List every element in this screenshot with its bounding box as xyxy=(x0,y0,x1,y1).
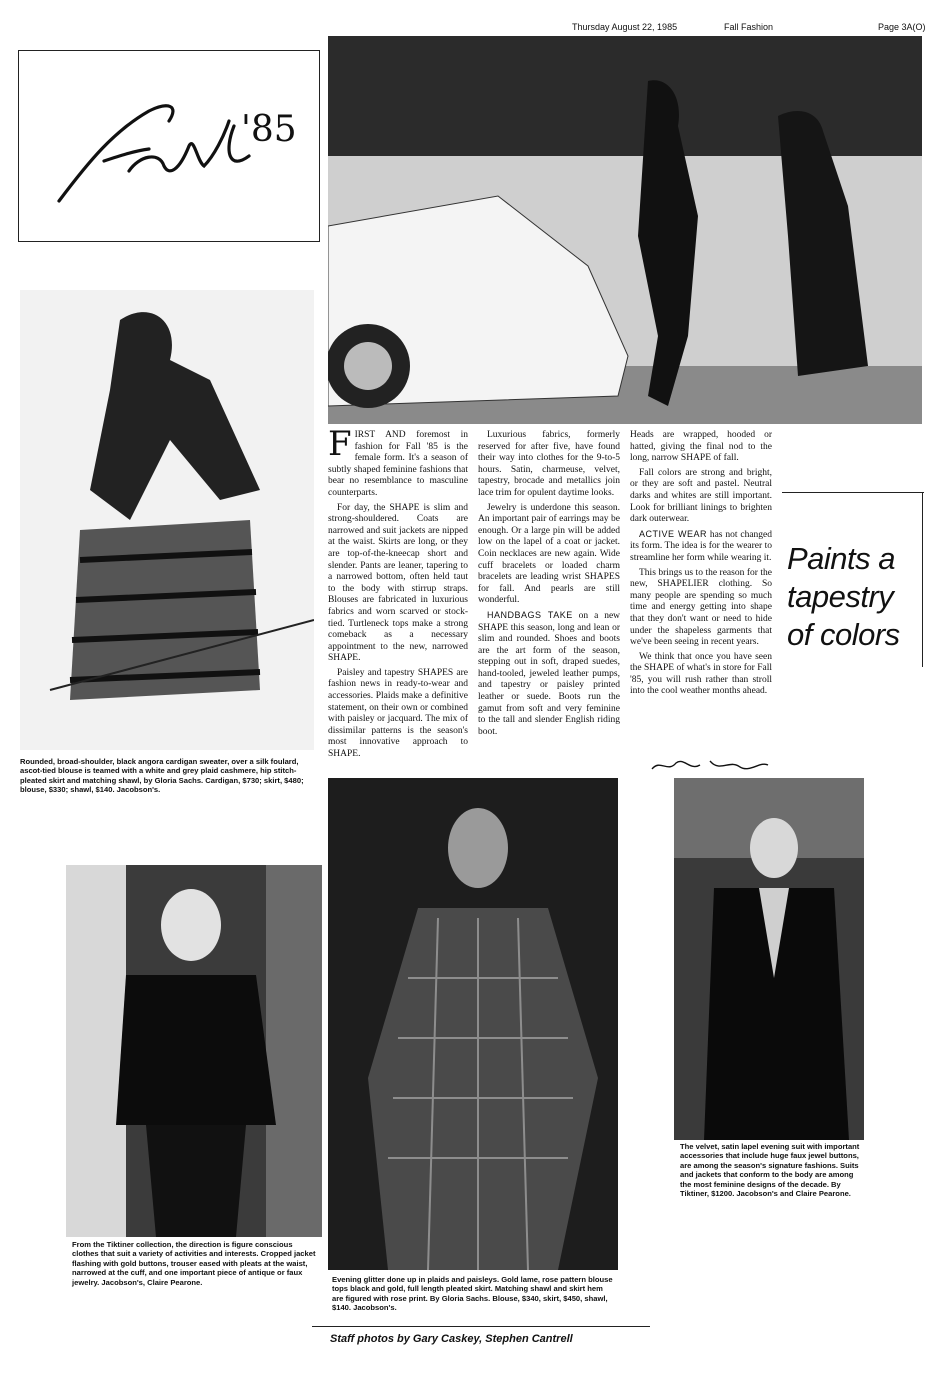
article-paragraph: IRST AND foremost in fashion for Fall '85 is the female form. It's a season of subtly shaped feminine fashions that bear no resemblance to masculine counterparts. xyxy=(328,430,468,498)
subhead-active-wear: ACTIVE WEAR xyxy=(639,528,707,539)
article-paragraph: We think that once you have seen the SHAPE of what's in store for Fall '85, you will rush rather than stroll into the cool weather months ahead. xyxy=(630,651,772,697)
caption-tiktiner: From the Tiktiner collection, the direction is figure conscious clothes that suit a variety of activities and interests. Cropped jacket flashing with gold buttons, trouser eased with pleats at the waist, narrowed at the cuff, and one important piece of antique or faux jewelry. Jacobson's, Claire Pearone. xyxy=(72,1240,316,1287)
article-column-2 xyxy=(478,430,620,741)
article-paragraph: Fall colors are strong and bright, or they are soft and pastel. Neutral darks and whites are still important. Look for brilliant linings to brighten dark outerwear. xyxy=(630,467,772,525)
article-paragraph: Luxurious fabrics, formerly reserved for after five, have found their way into clothes for the 9-to-5 hours. Satin, charmeuse, velvet, tapestry, brocade and metallics join lace trim for opulent daytime looks. xyxy=(478,430,620,498)
article-paragraph: has not changed its form. The idea is for the wearer to streamline her form while wearing it. xyxy=(630,529,772,563)
article-column-3 xyxy=(630,430,772,701)
section-name: Fall Fashion xyxy=(724,22,774,32)
headline-rule-side xyxy=(922,492,923,667)
photo-tiktiner-jacket-model xyxy=(66,865,322,1237)
page-number: Page 3A(O) xyxy=(878,22,926,32)
drop-cap: F xyxy=(328,424,352,464)
issue-date: Thursday August 22, 1985 xyxy=(572,22,678,32)
article-paragraph: This brings us to the reason for the new, SHAPELIER clothing. So many people are spending so much time and energy getting into shape that they don't want or need to hide under the shapeless garments that we've been seeing in recent years. xyxy=(630,567,772,648)
photo-credit: Staff photos by Gary Caskey, Stephen Cantrell xyxy=(330,1333,573,1345)
signature xyxy=(650,755,770,775)
headline xyxy=(787,540,900,654)
caption-evening-glitter: Evening glitter done up in plaids and paisleys. Gold lame, rose pattern blouse tops black and gold, full length pleated skirt. Matching shawl and skirt hem are figured with rose print. By Gloria Sachs. Blouse, $340, skirt, $450, shawl, $140. Jacobson's. xyxy=(332,1275,613,1313)
article-paragraph: Paisley and tapestry SHAPES are fashion news in ready-to-wear and accessories. Plaids make a definitive statement, on their own or combined with paisley or jacquard. The mix of dissimilar patterns is the season's most innovative approach to SHAPE. xyxy=(328,667,468,760)
logo-year: '85 xyxy=(241,109,297,150)
logo-box xyxy=(18,50,320,242)
headline-rule-top xyxy=(782,492,924,493)
article-paragraph: on a new SHAPE this season, long and lean or slim and rounded. Shoes and boots are the art form of the season, stepping out in soft, draped suedes, hand-tooled, jeweled leather pumps, and tapestry or paisley printed leather or suede. Boots run the gamut from soft and very feminine to the tall and slender English riding boot. xyxy=(478,610,621,737)
headline-line-2: tapestry xyxy=(787,579,894,614)
article-paragraph: Jewelry is underdone this season. An important pair of earrings may be enough. Or a large pin will be added low on the lapel of a coat or jacket. Coin necklaces are new again. Wide cuff bracelets or loaded charm bracelets are leading wrist SHAPES for fall. And pearls are still wonderful. xyxy=(478,502,620,606)
article-paragraph: For day, the SHAPE is slim and strong-shouldered. Coats are narrowed and suit jackets are nipped at the waist. Skirts are long, or they are top-of-the-kneecap short and slender. Pants are leaner, tapering to a narrowed bottom, often held taut to the body with stirrup straps. Blouses are fabricated in luxurious fabrics and worn scarved or stock-tied. Turtleneck tops make a strong comeback as a necessary appointment to the new, narrowed SHAPE. xyxy=(328,502,468,664)
article-column-1 xyxy=(328,424,468,764)
article-paragraph: Heads are wrapped, hooded or hatted, giving the final nod to the long, narrow SHAPE of fall. xyxy=(630,430,772,464)
credit-rule xyxy=(312,1326,650,1327)
headline-line-3: of colors xyxy=(787,617,900,652)
photo-evening-glitter xyxy=(328,778,618,1270)
caption-plaid-skirt: Rounded, broad-shoulder, black angora cardigan sweater, over a silk foulard, ascot-tied blouse is teamed with a white and grey plaid cashmere, hip stitch-pleated skirt and matching shawl, by Gloria Sachs. Cardigan, $730; skirt, $480; blouse, $330; shawl, $140. Jacobson's. xyxy=(20,757,304,795)
caption-velvet-suit: The velvet, satin lapel evening suit with important accessories that include huge faux jewel buttons, are among the season's signature fashions. Suits and jackets that conform to the body are among the most feminine designs of the decade. By Tiktiner, $1200. Jacobson's and Claire Pearone. xyxy=(680,1142,860,1199)
photo-velvet-suit xyxy=(674,778,864,1140)
headline-line-1: Paints a xyxy=(787,541,896,576)
photo-plaid-skirt-model xyxy=(20,290,314,750)
top-photo-car-models xyxy=(328,36,922,424)
subhead-handbags: HANDBAGS TAKE xyxy=(487,609,573,620)
